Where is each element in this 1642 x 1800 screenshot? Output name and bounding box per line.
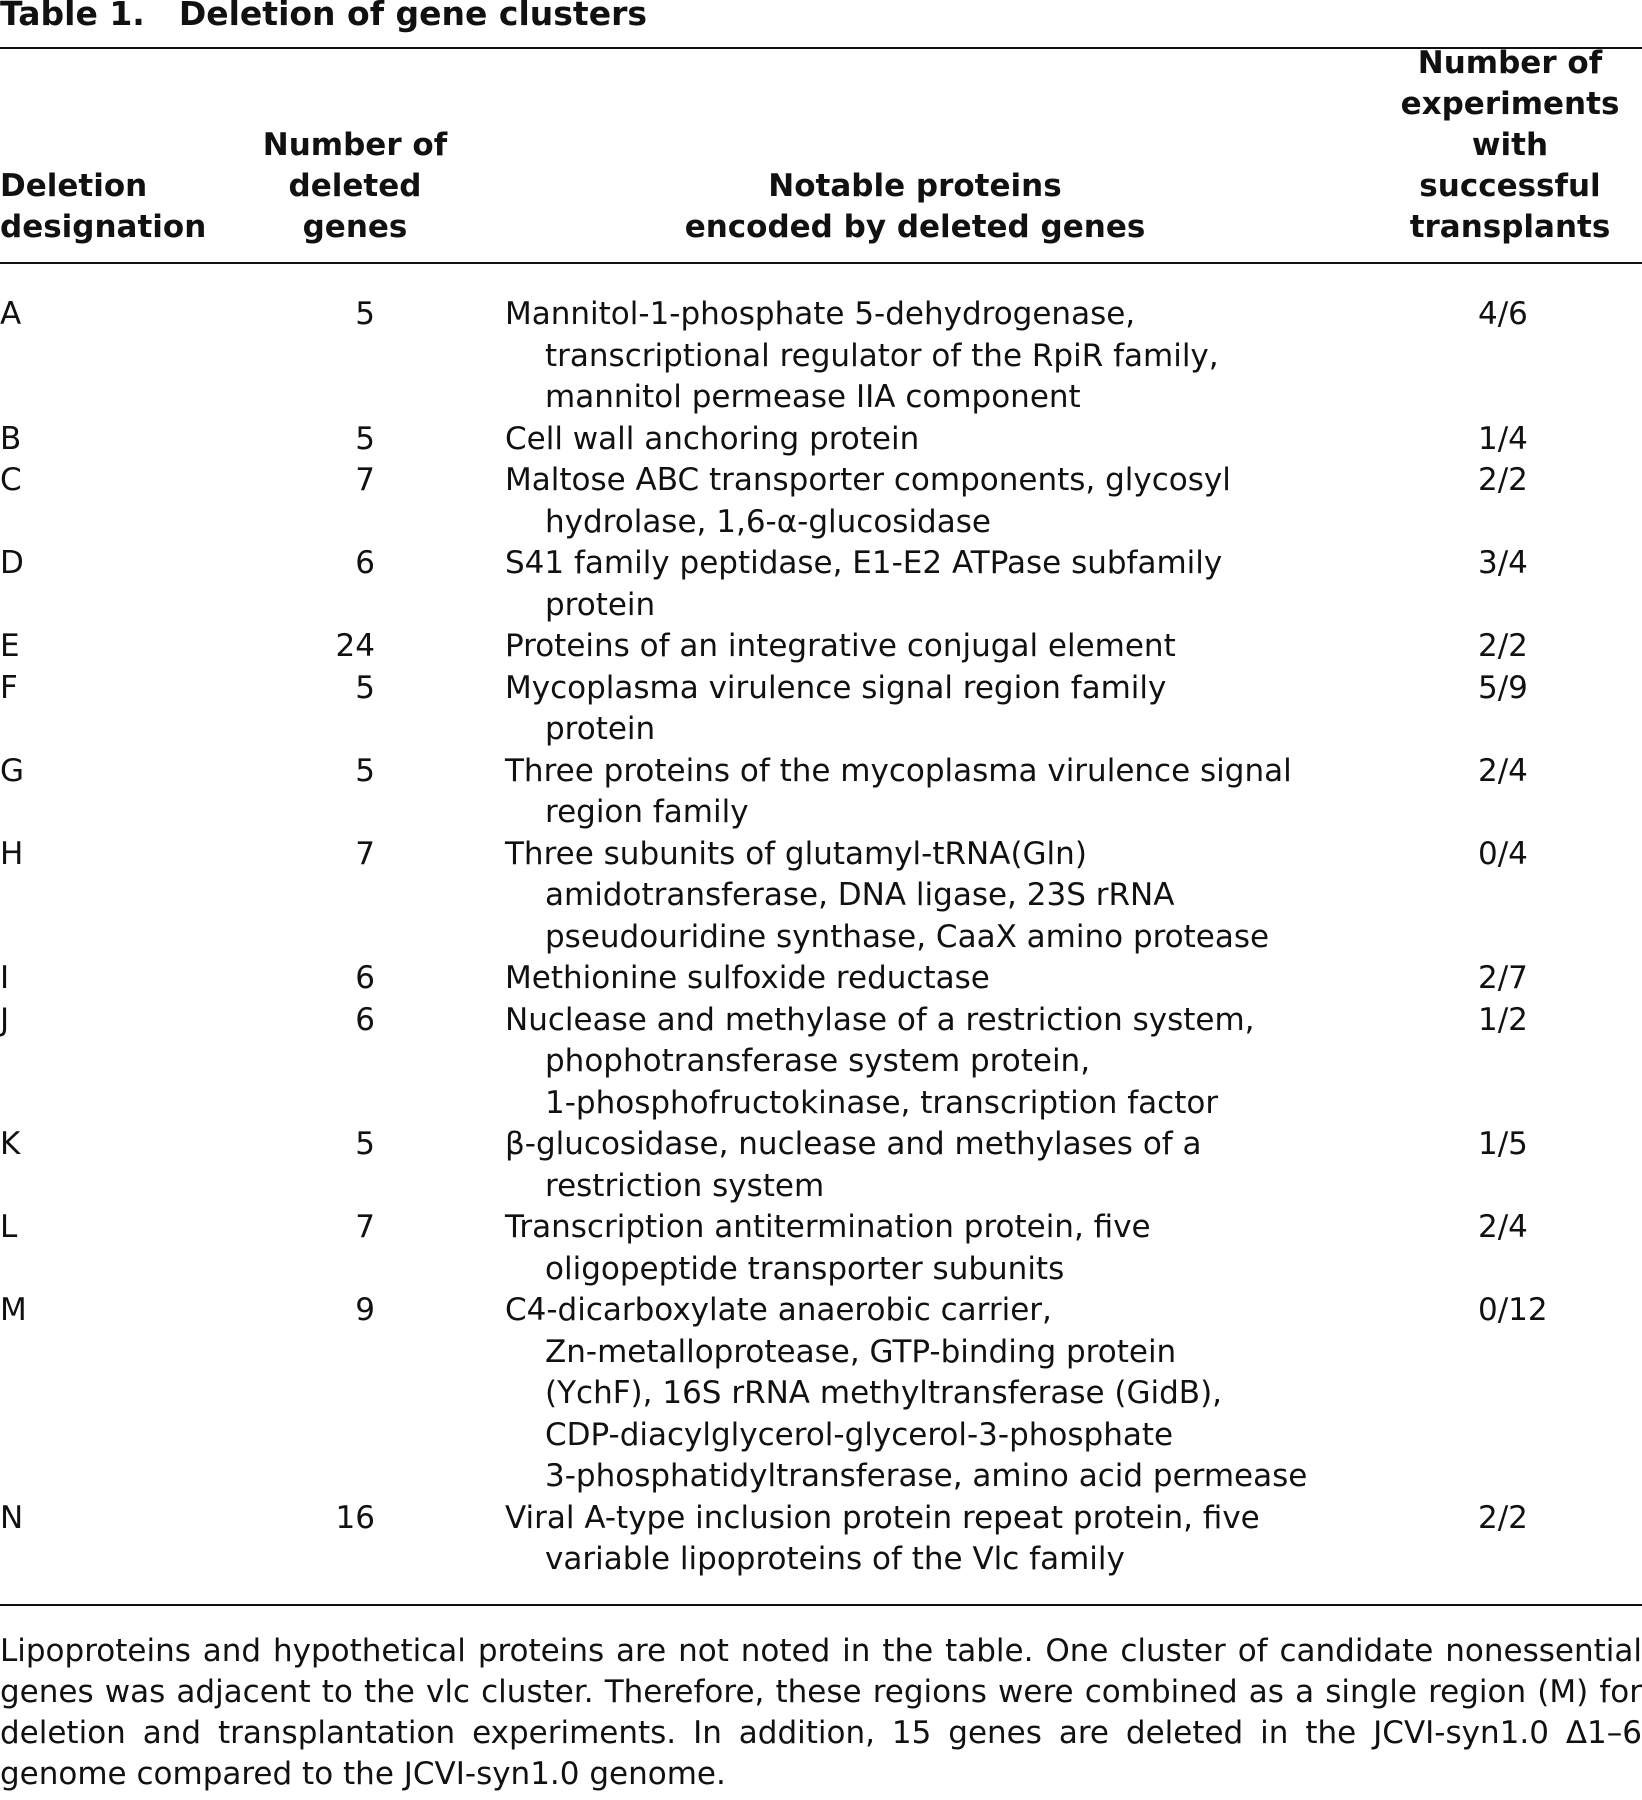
protein-text-line: Mannitol-1-phosphate 5-dehydrogenase, xyxy=(505,296,1136,332)
footnote-line: Lipoproteins and hypothetical proteins are not noted in the table. One cluster of candidate nonessential xyxy=(0,1633,1642,1669)
notable-proteins-cell xyxy=(505,419,1325,461)
deletion-designation-cell: K xyxy=(0,1126,21,1162)
notable-proteins-cell xyxy=(505,1498,1325,1581)
table-row xyxy=(0,1290,1642,1498)
footnote-line: genome compared to the JCVI-syn1.0 genome. xyxy=(0,1756,726,1792)
deleted-genes-cell: 5 xyxy=(355,669,375,706)
deletion-designation-cell: D xyxy=(0,545,24,581)
protein-text-line: Maltose ABC transporter components, glycosyl xyxy=(505,462,1231,498)
protein-text-line: Zn-metalloprotease, GTP-binding protein xyxy=(545,1333,1177,1370)
deletion-designation-cell: C xyxy=(0,462,22,498)
table-row xyxy=(0,543,1642,626)
protein-text-line: variable lipoproteins of the Vlc family xyxy=(545,1541,1125,1577)
protein-text-line: Transcription antitermination protein, five xyxy=(505,1209,1151,1245)
table-row xyxy=(0,460,1642,543)
protein-text-line: protein xyxy=(545,711,656,747)
successful-transplants-cell: 1/5 xyxy=(1478,1126,1528,1162)
protein-text-line: Methionine sulfoxide reductase xyxy=(505,960,990,996)
deletion-designation-cell: F xyxy=(0,669,18,706)
deleted-genes-cell: 5 xyxy=(355,296,375,332)
protein-text-line: Three subunits of glutamyl-tRNA(Gln) xyxy=(505,835,1087,872)
protein-text-line: S41 family peptidase, E1-E2 ATPase subfamily xyxy=(505,545,1223,581)
notable-proteins-cell xyxy=(505,668,1325,751)
protein-text-line: phophotransferase system protein, xyxy=(545,1043,1091,1079)
protein-text-line: Proteins of an integrative conjugal element xyxy=(505,628,1176,664)
deleted-genes-cell: 7 xyxy=(355,462,375,498)
deletion-designation-cell: I xyxy=(0,960,10,996)
protein-text-line: mannitol permease IIA component xyxy=(545,379,1081,415)
successful-transplants-cell: 2/2 xyxy=(1478,462,1528,498)
deleted-genes-cell: 24 xyxy=(335,628,375,664)
table-body xyxy=(0,294,1642,1581)
protein-text-line: protein xyxy=(545,586,656,623)
deleted-genes-cell: 6 xyxy=(355,960,375,996)
header-rule xyxy=(0,262,1642,264)
table-label: Table 1. xyxy=(0,0,145,33)
notable-proteins-cell xyxy=(505,294,1325,419)
deletion-designation-cell: L xyxy=(0,1209,18,1245)
protein-text-line: CDP-diacylglycerol-glycerol-3-phosphate xyxy=(545,1416,1174,1453)
protein-text-line: oligopeptide transporter subunits xyxy=(545,1250,1065,1287)
notable-proteins-cell xyxy=(505,543,1325,626)
notable-proteins-cell xyxy=(505,1000,1325,1125)
table-row xyxy=(0,1000,1642,1125)
table-header xyxy=(0,45,1642,262)
protein-text-line: Mycoplasma virulence signal region family xyxy=(505,669,1167,706)
protein-text-line: (YchF), 16S rRNA methyltransferase (GidB), xyxy=(545,1375,1223,1411)
deleted-genes-cell: 9 xyxy=(355,1292,375,1328)
deletion-designation-cell: E xyxy=(0,628,20,664)
protein-text-line: Nuclease and methylase of a restriction system, xyxy=(505,1001,1255,1038)
deletion-designation-cell: A xyxy=(0,296,22,332)
successful-transplants-cell: 4/6 xyxy=(1478,296,1528,332)
table-row xyxy=(0,834,1642,959)
protein-text-line: Viral A-type inclusion protein repeat protein, five xyxy=(505,1499,1260,1536)
protein-text-line: restriction system xyxy=(545,1167,825,1204)
successful-transplants-cell: 2/2 xyxy=(1478,1499,1528,1536)
deletion-designation-cell: H xyxy=(0,835,24,872)
protein-text-line: C4-dicarboxylate anaerobic carrier, xyxy=(505,1292,1052,1328)
successful-transplants-cell: 1/2 xyxy=(1478,1001,1528,1038)
notable-proteins-cell xyxy=(505,751,1325,834)
deleted-genes-cell: 7 xyxy=(355,1209,375,1245)
header-notable-proteins: Notable proteins encoded by deleted genes xyxy=(684,168,1146,245)
successful-transplants-cell: 2/2 xyxy=(1478,628,1528,664)
notable-proteins-cell xyxy=(505,958,1325,1000)
protein-text-line: amidotransferase, DNA ligase, 23S rRNA xyxy=(545,877,1175,913)
header-successful-transplants: Number of experiments with successful transplants xyxy=(1400,45,1620,245)
deletion-designation-cell: J xyxy=(0,1001,10,1038)
table-title xyxy=(0,0,647,34)
notable-proteins-cell xyxy=(505,626,1325,668)
protein-text-line: 1-phosphofructokinase, transcription factor xyxy=(545,1084,1219,1121)
table-row xyxy=(0,1207,1642,1290)
successful-transplants-cell: 3/4 xyxy=(1478,545,1528,581)
deleted-genes-cell: 5 xyxy=(355,1126,375,1162)
notable-proteins-cell xyxy=(505,834,1325,959)
table-footnote xyxy=(0,1631,1642,1795)
successful-transplants-cell: 0/4 xyxy=(1478,835,1528,872)
protein-text-line: Three proteins of the mycoplasma virulence signal xyxy=(505,752,1292,789)
notable-proteins-cell xyxy=(505,1290,1325,1498)
deletion-designation-cell: G xyxy=(0,752,25,789)
footnote-line: deletion and transplantation experiments. In addition, 15 genes are deleted in the JCVI-syn1.0 Δ1–6 xyxy=(0,1715,1642,1751)
table-title-text: Deletion of gene clusters xyxy=(178,0,647,33)
deleted-genes-cell: 6 xyxy=(355,545,375,581)
protein-text-line: hydrolase, 1,6-α-glucosidase xyxy=(545,503,991,540)
protein-text-line: transcriptional regulator of the RpiR family, xyxy=(545,337,1219,374)
table-row xyxy=(0,1124,1642,1207)
deleted-genes-cell: 6 xyxy=(355,1001,375,1038)
deleted-genes-cell: 5 xyxy=(355,752,375,789)
deleted-genes-cell: 7 xyxy=(355,835,375,872)
successful-transplants-cell: 5/9 xyxy=(1478,669,1528,706)
table-row xyxy=(0,668,1642,751)
header-number-deleted-genes: Number of deleted genes xyxy=(262,127,448,245)
successful-transplants-cell: 1/4 xyxy=(1478,420,1528,457)
protein-text-line: pseudouridine synthase, CaaX amino protease xyxy=(545,918,1270,955)
footnote-line: genes was adjacent to the vlc cluster. Therefore, these regions were combined as a single region (M) for xyxy=(0,1674,1642,1710)
header-deletion-designation: Deletion designation xyxy=(0,168,207,245)
table-row xyxy=(0,751,1642,834)
protein-text-line: region family xyxy=(545,794,749,830)
deletion-designation-cell: B xyxy=(0,420,22,457)
deleted-genes-cell: 5 xyxy=(355,420,375,457)
successful-transplants-cell: 2/7 xyxy=(1478,960,1528,996)
protein-text-line: β-glucosidase, nuclease and methylases of a xyxy=(505,1126,1202,1162)
successful-transplants-cell: 2/4 xyxy=(1478,1209,1528,1245)
bottom-rule xyxy=(0,1604,1642,1606)
deleted-genes-cell: 16 xyxy=(335,1499,375,1536)
notable-proteins-cell xyxy=(505,1207,1325,1290)
deletion-designation-cell: M xyxy=(0,1292,27,1328)
table-row xyxy=(0,419,1642,461)
protein-text-line: Cell wall anchoring protein xyxy=(505,420,920,457)
notable-proteins-cell xyxy=(505,460,1325,543)
deletion-designation-cell: N xyxy=(0,1499,24,1536)
table-row xyxy=(0,1498,1642,1581)
protein-text-line: 3-phosphatidyltransferase, amino acid permease xyxy=(545,1458,1308,1494)
successful-transplants-cell: 2/4 xyxy=(1478,752,1528,789)
notable-proteins-cell xyxy=(505,1124,1325,1207)
successful-transplants-cell: 0/12 xyxy=(1478,1292,1548,1328)
table-row xyxy=(0,958,1642,1000)
table-row xyxy=(0,626,1642,668)
table-row xyxy=(0,294,1642,419)
